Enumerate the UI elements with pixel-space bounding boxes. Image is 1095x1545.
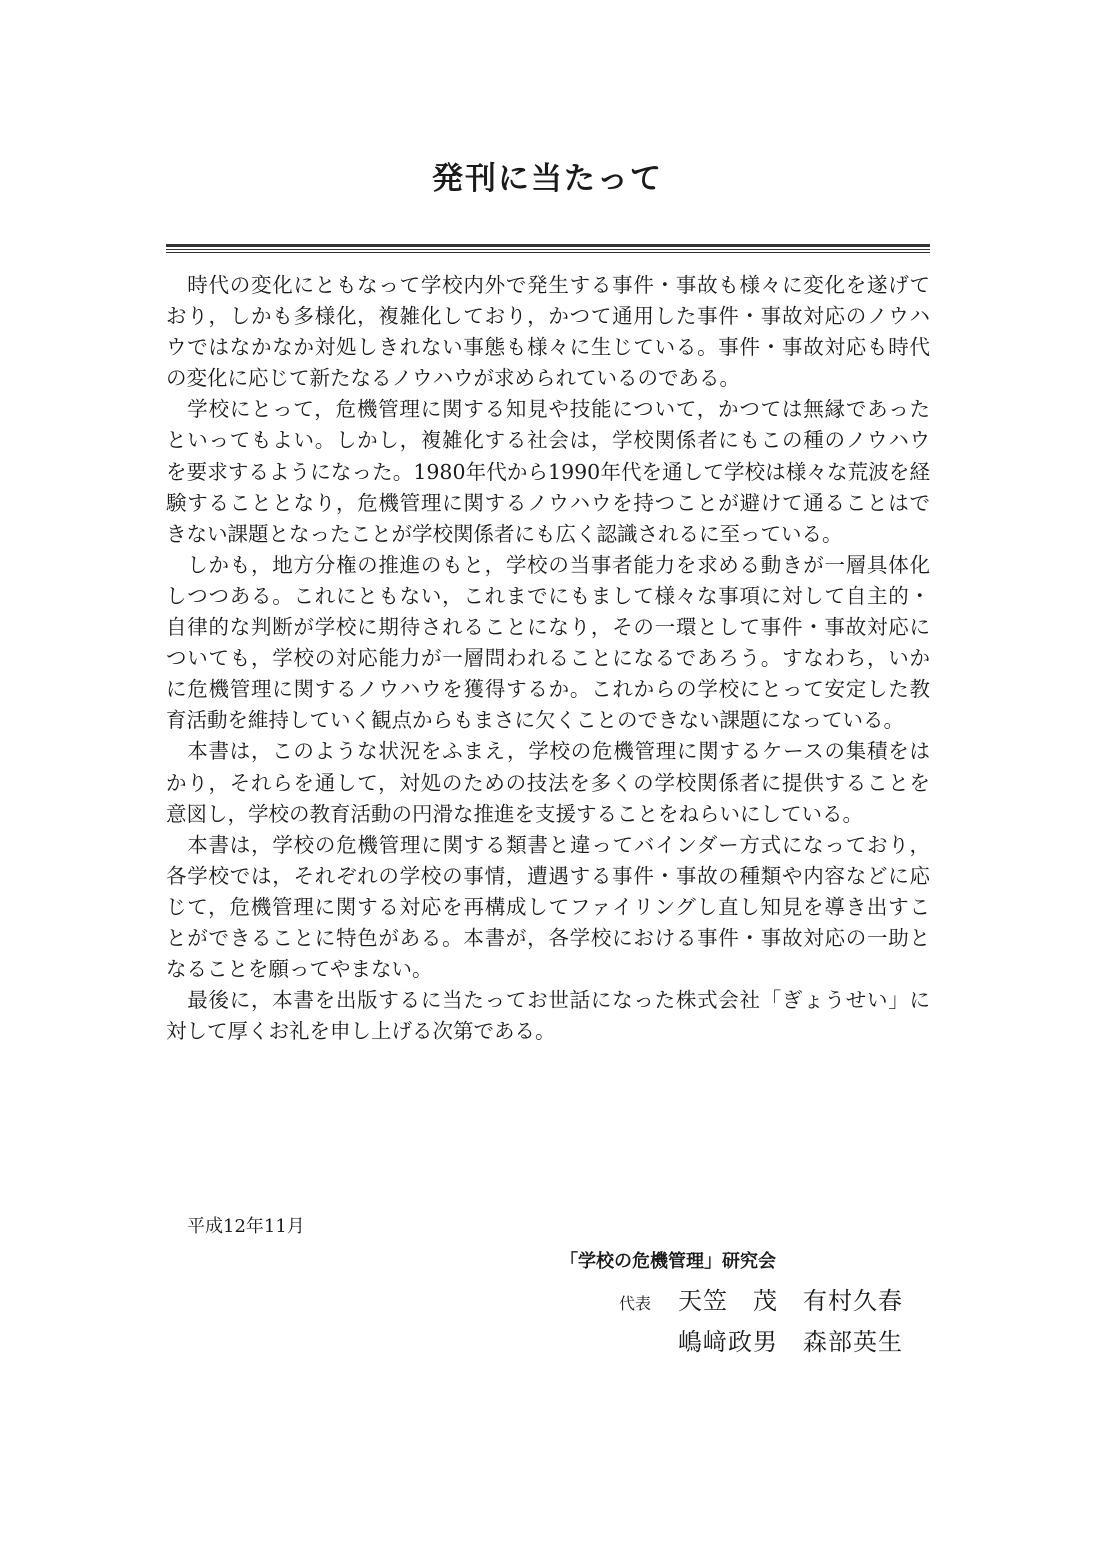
page-title: 発刊に当たって xyxy=(432,161,663,197)
body-line: 本書は，学校の危機管理に関する類書と違ってバインダー方式になっており， xyxy=(166,832,930,857)
body-line: 育活動を維持していく観点からもまさに欠くことのできない課題になっている。 xyxy=(166,708,904,733)
body-line: おり，しかも多様化，複雑化しており，かつて通用した事件・事故対応のノウハ xyxy=(166,304,930,329)
title-divider xyxy=(166,244,930,253)
body-line: かり，それらを通して，対処のための技法を多くの学校関係者に提供することを xyxy=(166,770,930,795)
body-line: に危機管理に関するノウハウを獲得するか。これからの学校にとって安定した教 xyxy=(166,677,930,702)
body-line: の変化に応じて新たなるノウハウが求められているのである。 xyxy=(166,366,740,391)
body-line: なることを願ってやまない。 xyxy=(166,957,433,982)
body-line: 学校にとって，危機管理に関する知見や技能について，かつては無縁であった xyxy=(166,397,930,422)
body-line: といってもよい。しかし，複雑化する社会は，学校関係者にもこの種のノウハウ xyxy=(166,428,930,453)
body-line: 自律的な判断が学校に期待されることになり，その一環として事件・事故対応に xyxy=(166,615,930,640)
body-line: 最後に，本書を出版するに当たってお世話になった株式会社「ぎょうせい」に xyxy=(166,988,930,1013)
body-line: ウではなかなか対処しきれない事態も様々に生じている。事件・事故対応も時代 xyxy=(166,335,930,360)
body-line: 対して厚くお礼を申し上げる次第である。 xyxy=(166,1019,556,1044)
body-line: 各学校では，それぞれの学校の事情，遭遇する事件・事故の種類や内容などに応 xyxy=(166,863,930,888)
date: 平成12年11月 xyxy=(187,1216,305,1237)
body-line: ついても，学校の対応能力が一層問われることになるであろう。すなわち，いか xyxy=(166,646,930,671)
body-line: 時代の変化にともなって学校内外で発生する事件・事故も様々に変化を遂げて xyxy=(166,273,930,297)
body-line: しかも，地方分権の推進のもと，学校の当事者能力を求める動きが一層具体化 xyxy=(166,552,930,577)
body-line: 験することとなり，危機管理に関するノウハウを持つことが避けて通ることはで xyxy=(166,490,930,515)
body-line: とができることに特色がある。本書が，各学校における事件・事故対応の一助と xyxy=(166,925,930,950)
body-line: きない課題となったことが学校関係者にも広く認識されるに至っている。 xyxy=(166,521,843,546)
body-line: しつつある。これにともない，これまでにもまして様々な事項に対して自主的・ xyxy=(166,583,930,608)
body-text xyxy=(166,270,930,1047)
body-line: 意図し，学校の教育活動の円滑な推進を支援することをねらいにしている。 xyxy=(166,801,863,826)
representative-names-1: 天笠 茂 有村久春 xyxy=(678,1287,903,1315)
representative-names-2: 嶋﨑政男 森部英生 xyxy=(678,1328,903,1356)
body-line: を要求するようになった。1980年代から1990年代を通して学校は様々な荒波を経 xyxy=(166,459,930,484)
representative-label: 代表 xyxy=(619,1294,652,1313)
body-line: じて，危機管理に関する対応を再構成してファイリングし直し知見を導き出すこ xyxy=(166,894,930,919)
organization-name: 「学校の危機管理」研究会 xyxy=(560,1251,776,1272)
body-line: 本書は，このような状況をふまえ，学校の危機管理に関するケースの集積をは xyxy=(166,739,930,764)
